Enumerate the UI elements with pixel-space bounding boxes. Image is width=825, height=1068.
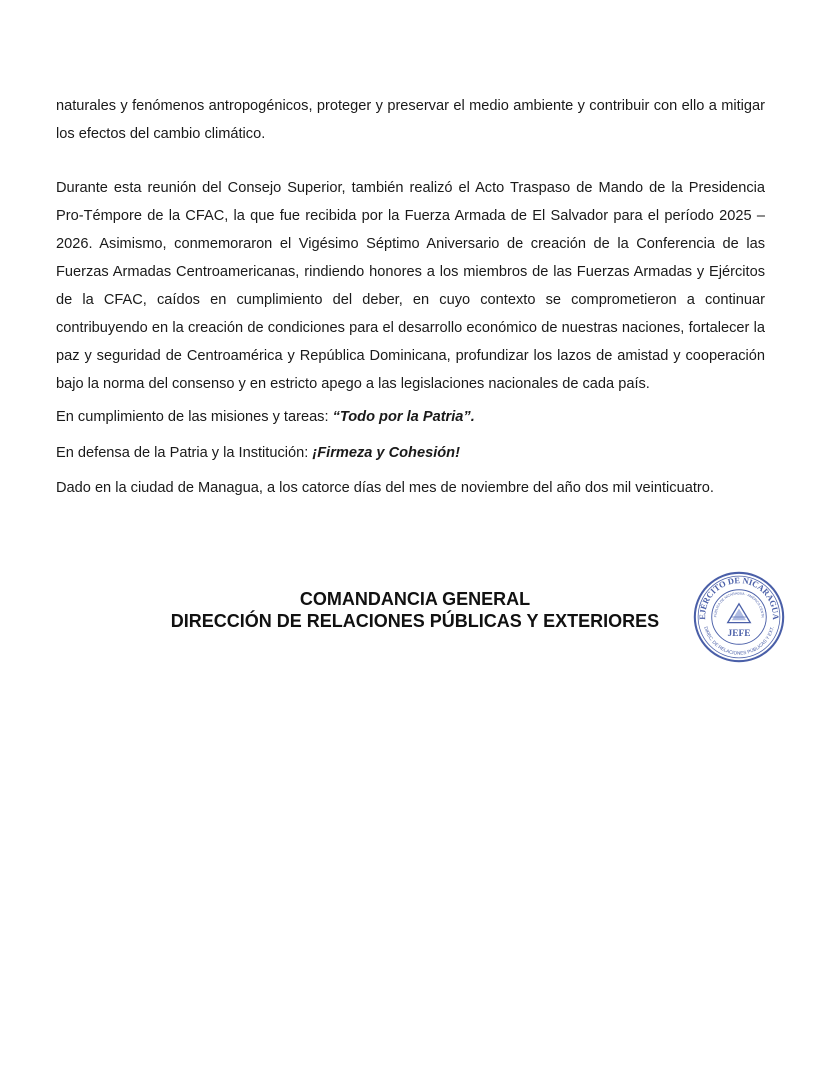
signature-line-1: COMANDANCIA GENERAL <box>299 589 531 609</box>
closing-date: Dado en la ciudad de Managua, a los catorce días del mes de noviembre del año dos mil veinticuatro. <box>56 480 714 496</box>
seal-outer-text: EJÉRCITO DE NICARAGUA <box>697 575 781 620</box>
seal-center-label: JEFE <box>727 628 751 639</box>
seal-inner-text: PÚBLICA DE NICARAGUA · AMÉRICA CENTR <box>713 591 765 618</box>
paragraph-2: Durante esta reunión del Consejo Superior, también realizó el Acto Traspaso de Mando de la Presidencia Pro-Témpore de la CFAC, la que fue recibida por la Fuerza Armada de El Salvador para el período 2025 – 2026. Asimismo, conmemoraron el Vigésimo Séptimo Aniversario de creación de la Conferencia de las Fuerzas Armadas Centroamericanas, rindiendo honores a los miembros de las Fuerzas Armadas y Ejércitos de la CFAC, caídos en cumplimiento del deber, en cuyo contexto se comprometieron a continuar contribuyendo en la creación de condiciones para el desarrollo económico de nuestras naciones, fortalecer la paz y seguridad de Centroamérica y República Dominicana, profundizar los lazos de amistad y cooperación bajo la norma del consenso y en estricto apego a las legislaciones nacionales de cada país. <box>56 180 765 392</box>
motto-tasks-emphasis: “Todo por la Patria”. <box>332 409 475 425</box>
motto-defense-prefix: En defensa de la Patria y la Institución: <box>56 445 313 461</box>
seal-bottom-text: DIREC. DE RELACIONES PÚBLICAS Y EXT. <box>703 625 775 656</box>
motto-defense <box>56 442 765 464</box>
motto-tasks <box>56 406 765 428</box>
official-seal-icon <box>692 570 786 664</box>
motto-tasks-prefix: En cumplimiento de las misiones y tareas: <box>56 409 333 425</box>
document-page <box>56 92 765 498</box>
motto-defense-emphasis: ¡Firmeza y Cohesión! <box>312 445 460 461</box>
signature-line-2: DIRECCIÓN DE RELACIONES PÚBLICAS Y EXTERIORES <box>170 611 660 631</box>
paragraph-1: naturales y fenómenos antropogénicos, proteger y preservar el medio ambiente y contribuir con ello a mitigar los efectos del cambio climático. <box>56 98 765 142</box>
signature-block <box>150 588 680 632</box>
